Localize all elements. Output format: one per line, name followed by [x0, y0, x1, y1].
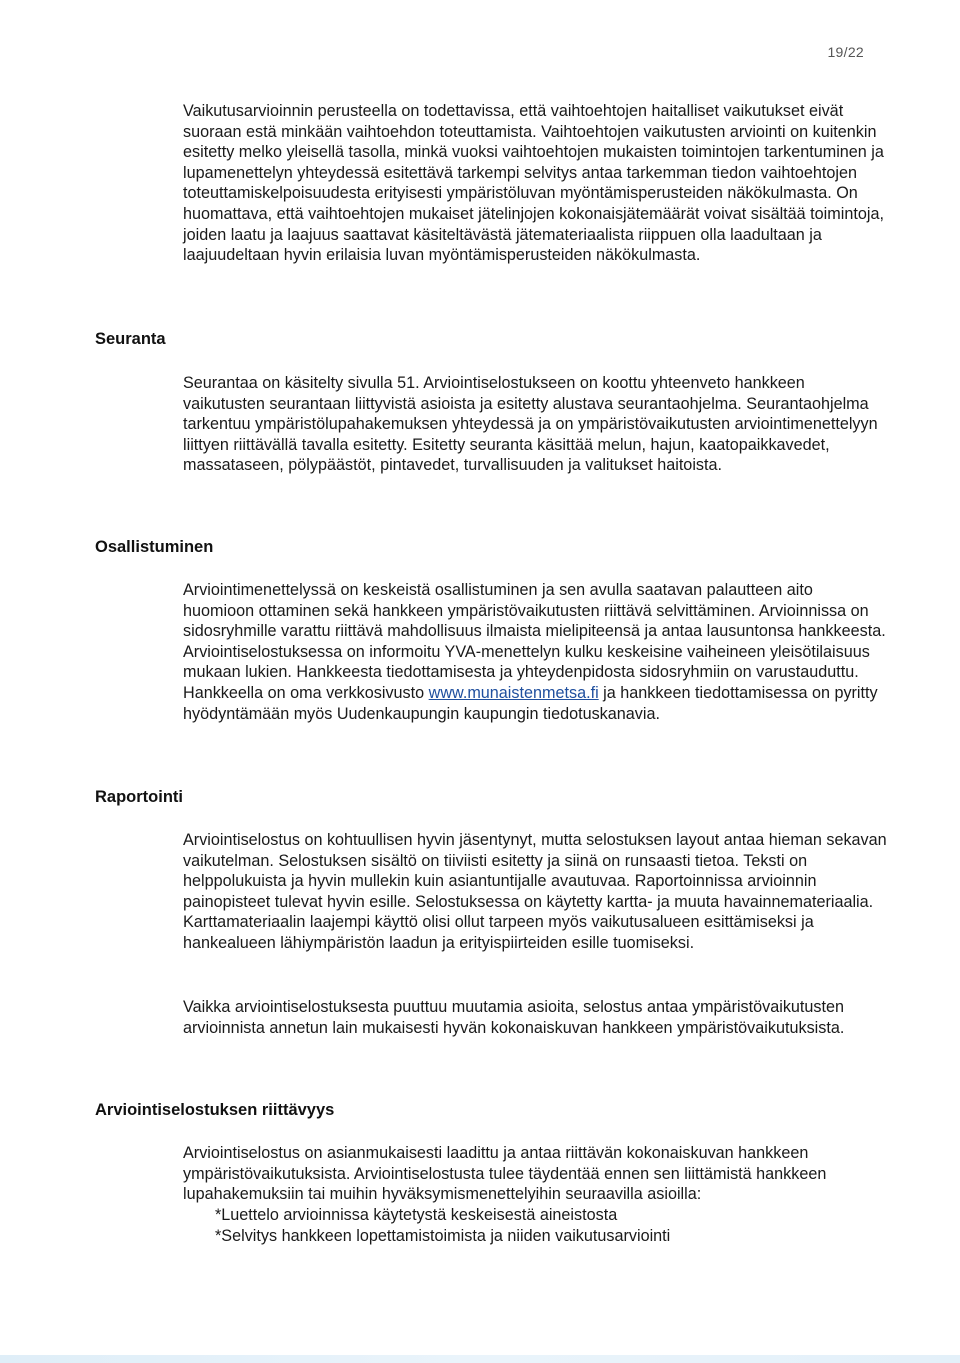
list-item: *Selvitys hankkeen lopettamistoimista ja niiden vaikutusarviointi [215, 1227, 671, 1245]
section-heading-raportointi: Raportointi [95, 788, 183, 806]
section-heading-seuranta: Seuranta [95, 330, 166, 348]
riittavyys-paragraph: Arviointiselostus on asianmukaisesti laadittu ja antaa riittävän kokonaiskuvan hankkeen ympäristövaikutuksista. Arviointiselostusta tulee täydentää ennen sen liittämistä hankkeen lupahakemuksiin tai muihin hyväksymismenettelyihin seuraavilla asioilla: [183, 1144, 827, 1204]
raportointi-paragraph-2: Vaikka arviointiselostuksesta puuttuu muutamia asioita, selostus antaa ympäristövaikutusten arvioinnista annetun lain mukaisesti hyvän kokonaiskuvan hankkeen ympäristövaikutuksista. [183, 998, 845, 1037]
intro-paragraph: Vaikutusarvioinnin perusteella on todettavissa, että vaihtoehtojen haitalliset vaikutukset eivät suoraan estä minkään vaihtoehdon toteuttamista. Vaihtoehtojen vaikutusten arviointi on kuitenkin esitetty melko yleisellä tasolla, minkä vuoksi vaihtoehtojen mukaisten toimintojen tarkentuminen ja lupamenettelyn yhteydessä esitettävä tarkempi selvitys antaa tarkemman tiedon vaihtoehtojen toteuttamiskelpoisuudesta erityisesti ympäristöluvan myöntämisperusteiden näkökulmasta. On huomattava, että vaihtoehtojen mukaiset jätelinjojen kokonaisjätemäärät voivat sisältää toimintoja, joiden laatu ja laajuus saattavat käsiteltävästä jätemateriaalista riippuen olla laadultaan ja laajuudeltaan hyvin erilaisia luvan myöntämisperusteiden näkökulmasta. [183, 102, 884, 265]
section-heading-osallistuminen: Osallistuminen [95, 538, 214, 556]
website-link[interactable]: www.munaistenmetsa.fi [428, 683, 599, 702]
page-bottom-band [0, 1355, 960, 1363]
osallistuminen-text-before-link: Arviointimenettelyssä on keskeistä osallistuminen ja sen avulla saatavan palautteen aito huomioon ottaminen sekä hankkeen ympäristövaikutusten riittävä selvittäminen. Arvioinnissa on sidosryhmille varattu riittävä mahdollisuus ilmaista mielipiteensä ja antaa lausuntonsa hankkeesta. Arviointiselostuksessa on informoitu YVA-menettelyn kulku keskeisine vaiheineen yleisötilaisuus mukaan lukien. Hankkeesta tiedottamisesta ja yhteydenpidosta sidosryhmiin on varustauduttu. Hankkeella on oma verkkosivusto [183, 581, 886, 702]
list-item: *Luettelo arvioinnissa käytetystä keskeisestä aineistosta [215, 1206, 618, 1224]
page-number: 19/22 [827, 44, 864, 60]
osallistuminen-text-after-link: ja hankkeen tiedottamisessa on pyritty hyödyntämään myös Uudenkaupungin kaupungin tiedotuskanavia. [183, 683, 878, 723]
osallistuminen-paragraph [183, 580, 888, 724]
raportointi-paragraph-1: Arviointiselostus on kohtuullisen hyvin jäsentynyt, mutta selostuksen layout antaa hieman sekavan vaikutelman. Selostuksen sisältö on tiiviisti esitetty ja siinä on runsaasti tietoa. Teksti on helppolukuista ja hyvin mullekin kuin asiantuntijalle avautuvaa. Raportoinnissa arvioinnin painopisteet tulevat hyvin esille. Selostuksessa on käytetty kartta- ja muuta havainnemateriaalia. Karttamateriaalin laajempi käyttö olisi ollut tarpeen myös vaikutusalueen esittämiseksi ja hankealueen lähiympäristön laadun ja erityispiirteiden esille tuomiseksi. [183, 831, 887, 952]
section-heading-riittavyys: Arviointiselostuksen riittävyys [95, 1101, 335, 1119]
seuranta-paragraph: Seurantaa on käsitelty sivulla 51. Arviointiselostukseen on koottu yhteenveto hankkeen vaikutusten seurantaan liittyvistä asioista ja esitetty alustava seurantaohjelma. Seurantaohjelma tarkentuu ympäristölupahakemuksen yhteydessä ja on ympäristövaikutusten arviointimenettelyyn liittyen riittävällä tavalla esitetty. Esitetty seuranta käsittää melun, hajun, kaatopaikkavedet, massataseen, pölypäästöt, pintavedet, turvallisuuden ja valitukset haitoista. [183, 374, 878, 475]
